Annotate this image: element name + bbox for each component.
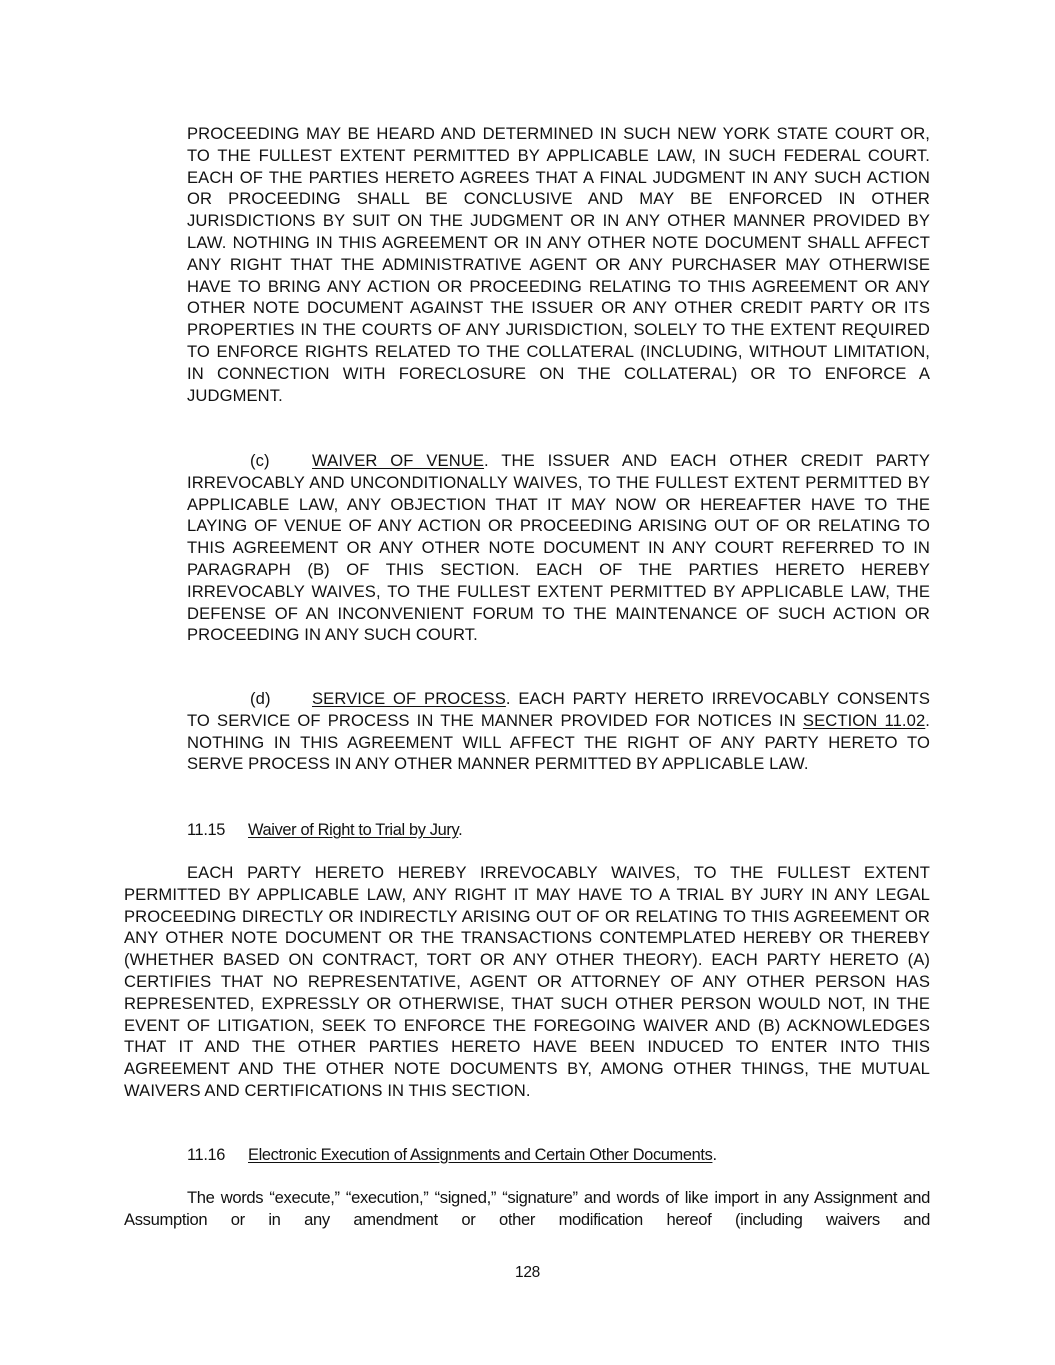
section-11-15-period: .	[458, 821, 463, 839]
paragraph-c	[187, 450, 930, 646]
section-11-15-heading	[187, 819, 462, 841]
paragraph-d-title: SERVICE OF PROCESS	[312, 689, 506, 708]
paragraph-c-marker: (c)	[250, 451, 270, 470]
page-number: 128	[515, 1264, 540, 1281]
section-11-15-title: Waiver of Right to Trial by Jury	[248, 821, 459, 839]
section-11-16-heading	[187, 1144, 717, 1166]
section-11-16-body: The words “execute,” “execution,” “signed,” “signature” and words of like import in any Assignment and Assumption or in any amendment or other modification hereof (including waivers and	[124, 1188, 930, 1229]
paragraph-d	[187, 688, 930, 775]
section-11-02-reference: SECTION 11.02	[802, 710, 926, 730]
paragraph-d-body-1: . EACH PARTY HERETO IRREVOCABLY CONSENTS TO SERVICE OF PROCESS IN THE MANNER PROVIDED FOR NOTICES IN	[187, 689, 930, 730]
paragraph-c-body: . THE ISSUER AND EACH OTHER CREDIT PARTY IRREVOCABLY AND UNCONDITIONALLY WAIVES, TO THE FULLEST EXTENT PERMITTED BY APPLICABLE LAW, ANY OBJECTION THAT IT MAY NOW OR HEREAFTER HAVE TO THE LAYING OF VENUE OF ANY ACTION OR PROCEEDING ARISING OUT OF OR RELATING TO THIS AGREEMENT OR ANY OTHER NOTE DOCUMENT IN ANY COURT REFERRED TO IN PARAGRAPH (B) OF THIS SECTION. EACH OF THE PARTIES HERETO HEREBY IRREVOCABLY WAIVES, TO THE FULLEST EXTENT PERMITTED BY APPLICABLE LAW, THE DEFENSE OF AN INCONVENIENT FORUM TO THE MAINTENANCE OF SUCH ACTION OR PROCEEDING IN ANY SUCH COURT.	[187, 451, 931, 645]
section-11-15-body: EACH PARTY HERETO HEREBY IRREVOCABLY WAIVES, TO THE FULLEST EXTENT PERMITTED BY APPLICABLE LAW, ANY RIGHT IT MAY HAVE TO A TRIAL BY JURY IN ANY LEGAL PROCEEDING DIRECTLY OR INDIRECTLY ARISING OUT OF OR RELATING TO THIS AGREEMENT OR ANY OTHER NOTE DOCUMENT OR THE TRANSACTIONS CONTEMPLATED HEREBY OR THEREBY (WHETHER BASED ON CONTRACT, TORT OR ANY OTHER THEORY). EACH PARTY HERETO (A) CERTIFIES THAT NO REPRESENTATIVE, AGENT OR ATTORNEY OF ANY OTHER PERSON HAS REPRESENTED, EXPRESSLY OR OTHERWISE, THAT SUCH OTHER PERSON WOULD NOT, IN THE EVENT OF LITIGATION, SEEK TO ENFORCE THE FOREGOING WAIVER AND (B) ACKNOWLEDGES THAT IT AND THE OTHER PARTIES HERETO HAVE BEEN INDUCED TO ENTER INTO THIS AGREEMENT AND THE OTHER NOTE DOCUMENTS BY, AMONG OTHER THINGS, THE MUTUAL WAIVERS AND CERTIFICATIONS IN THIS SECTION.	[124, 863, 930, 1100]
section-11-16-title: Electronic Execution of Assignments and Certain Other Documents	[248, 1146, 713, 1164]
section-11-15-number: 11.15	[187, 821, 226, 839]
section-11-16-number: 11.16	[187, 1146, 226, 1164]
paragraph-d-marker: (d)	[250, 689, 271, 708]
paragraph-b-continued: PROCEEDING MAY BE HEARD AND DETERMINED IN SUCH NEW YORK STATE COURT OR, TO THE FULLEST EXTENT PERMITTED BY APPLICABLE LAW, IN SUCH FEDERAL COURT. EACH OF THE PARTIES HERETO AGREES THAT A FINAL JUDGMENT IN ANY SUCH ACTION OR PROCEEDING SHALL BE CONCLUSIVE AND MAY BE ENFORCED IN OTHER JURISDICTIONS BY SUIT ON THE JUDGMENT OR IN ANY OTHER MANNER PROVIDED BY LAW. NOTHING IN THIS AGREEMENT OR IN ANY OTHER NOTE DOCUMENT SHALL AFFECT ANY RIGHT THAT THE ADMINISTRATIVE AGENT OR ANY PURCHASER MAY OTHERWISE HAVE TO BRING ANY ACTION OR PROCEEDING RELATING TO THIS AGREEMENT OR ANY OTHER NOTE DOCUMENT AGAINST THE ISSUER OR ANY OTHER CREDIT PARTY OR ITS PROPERTIES IN THE COURTS OF ANY JURISDICTION, SOLELY TO THE EXTENT REQUIRED TO ENFORCE RIGHTS RELATED TO THE COLLATERAL (INCLUDING, WITHOUT LIMITATION, IN CONNECTION WITH FORECLOSURE ON THE COLLATERAL) OR TO ENFORCE A JUDGMENT.	[187, 124, 930, 405]
paragraph-d-body-2: . NOTHING IN THIS AGREEMENT WILL AFFECT THE RIGHT OF ANY PARTY HERETO TO SERVE PROCESS IN ANY OTHER MANNER PERMITTED BY APPLICABLE LAW.	[187, 710, 930, 774]
paragraph-c-title: WAIVER OF VENUE	[312, 451, 485, 470]
section-11-16-period: .	[712, 1146, 717, 1164]
